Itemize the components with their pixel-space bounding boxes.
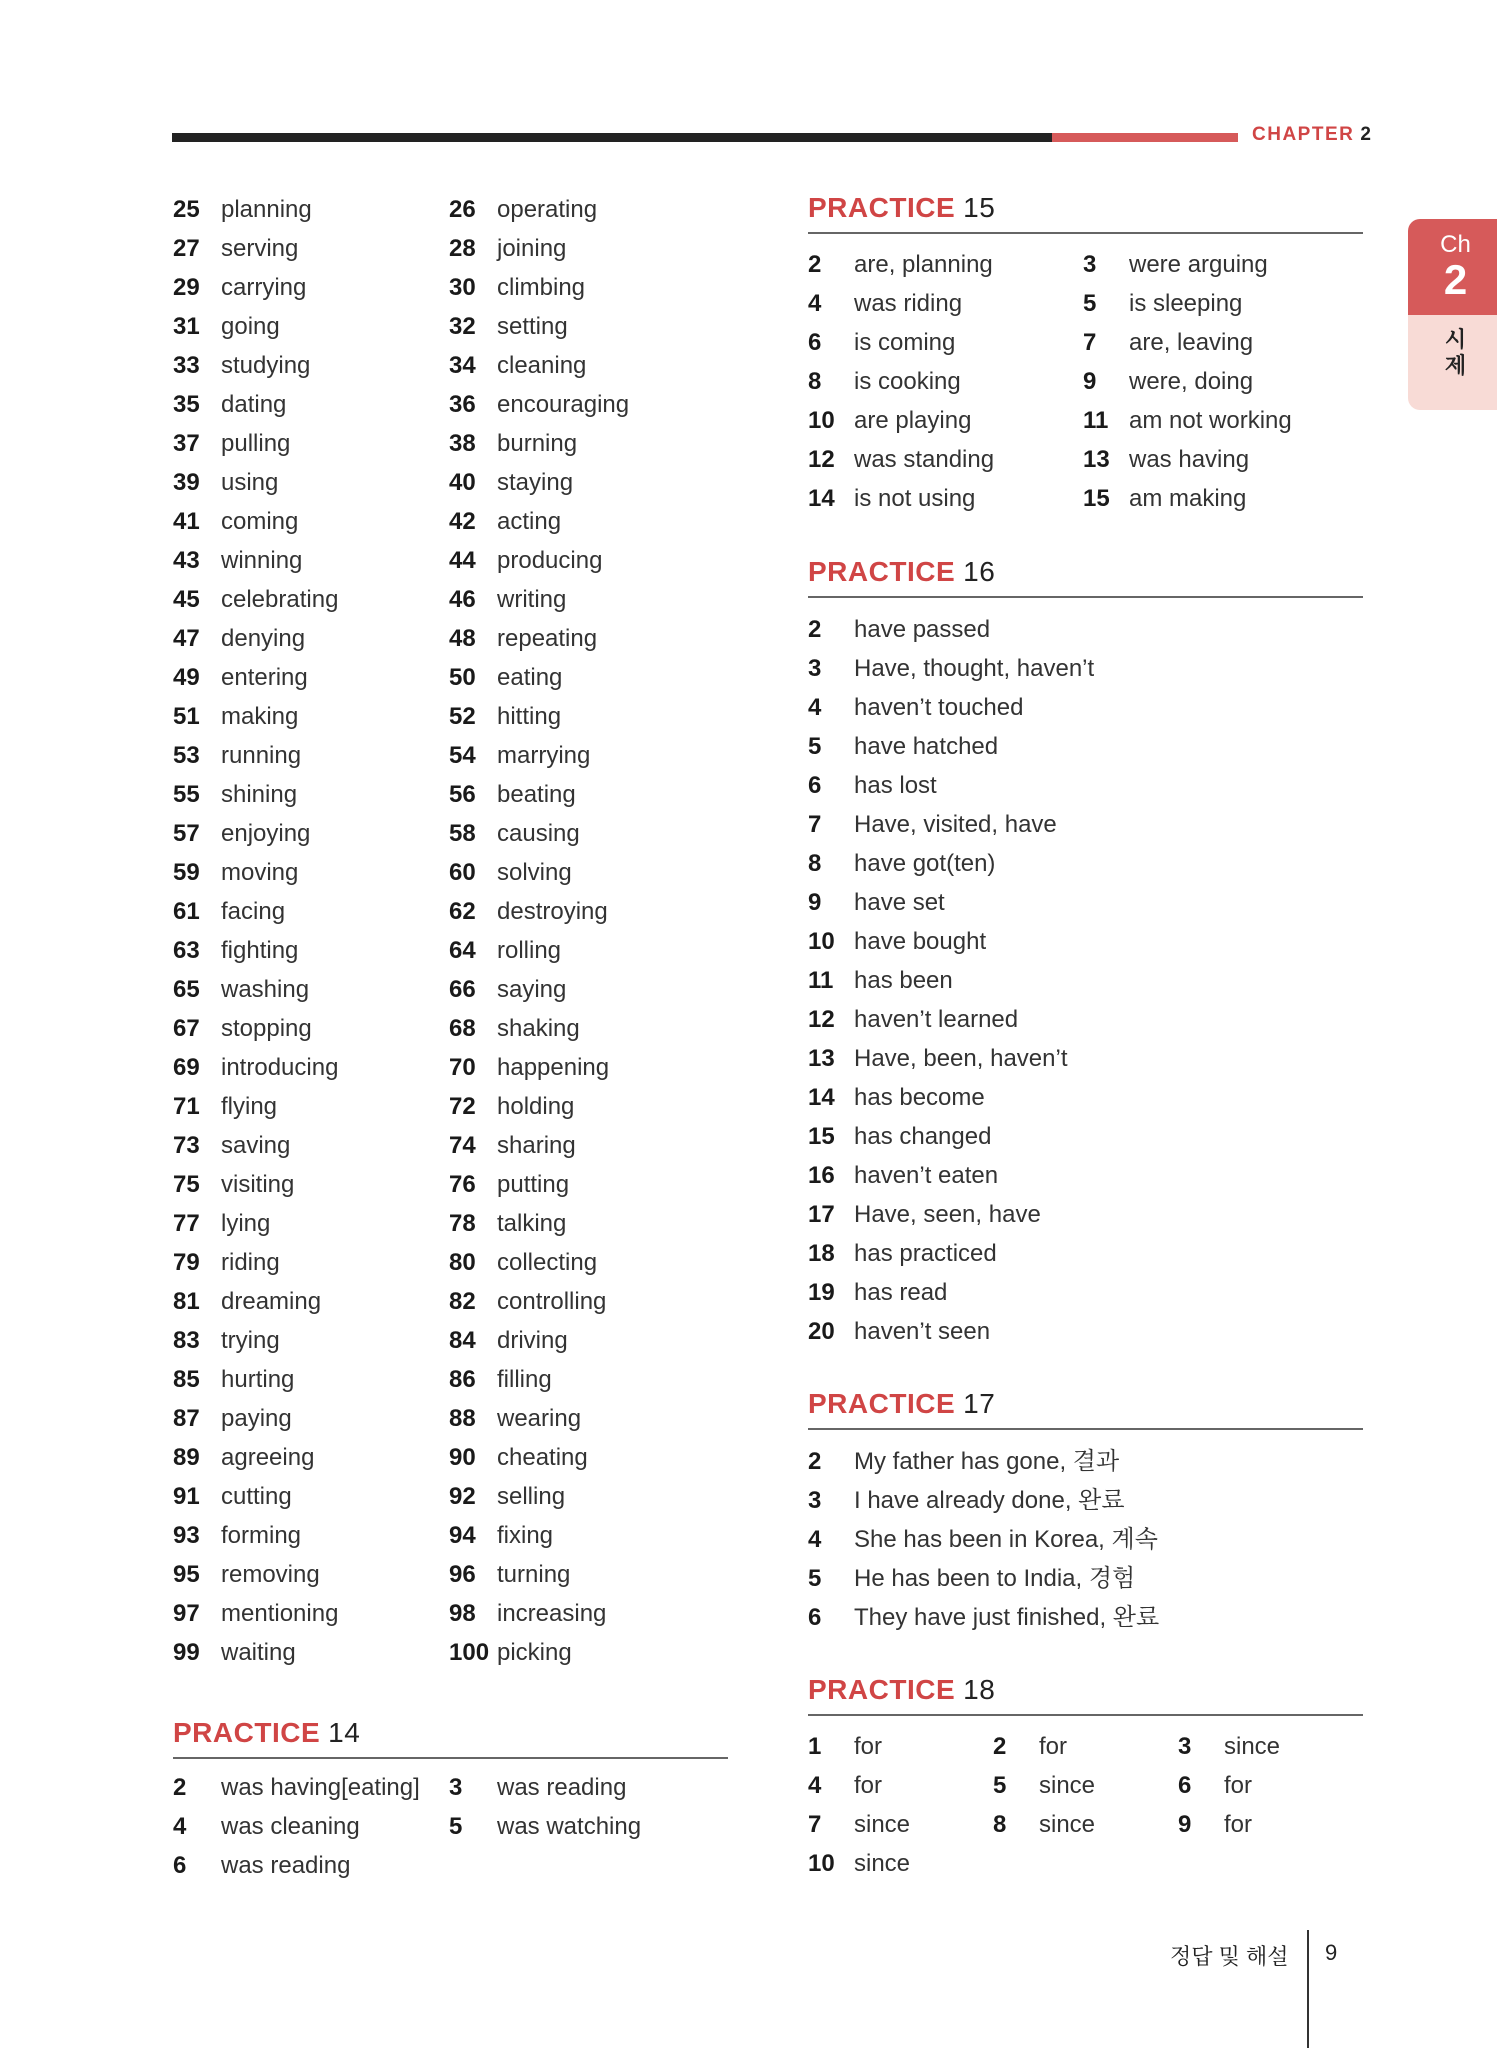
answer-text: marrying xyxy=(497,742,591,769)
practice-divider xyxy=(808,232,1363,234)
answer-number: 51 xyxy=(173,703,200,730)
answer-text: shining xyxy=(221,781,298,808)
answer-text: forming xyxy=(221,1522,302,1549)
answer-number: 81 xyxy=(173,1288,200,1315)
answer-text: waiting xyxy=(221,1639,296,1666)
answer-text: is not using xyxy=(854,485,976,512)
answer-number: 10 xyxy=(808,1850,835,1877)
answer-text: Have, been, haven’t xyxy=(854,1045,1068,1072)
answer-number: 7 xyxy=(808,1811,822,1838)
answer-text: My father has gone, 결과 xyxy=(854,1448,1120,1475)
answer-text: enjoying xyxy=(221,820,311,847)
answer-number: 5 xyxy=(449,1813,463,1840)
answer-number: 35 xyxy=(173,391,200,418)
answer-text: since xyxy=(1039,1772,1096,1799)
practice-divider xyxy=(173,1757,728,1759)
answer-text: hurting xyxy=(221,1366,295,1393)
answer-text: wearing xyxy=(497,1405,582,1432)
answer-text: are playing xyxy=(854,407,972,434)
answer-text: haven’t learned xyxy=(854,1006,1019,1033)
answer-number: 43 xyxy=(173,547,200,574)
answer-text: washing xyxy=(221,976,310,1003)
answer-number: 80 xyxy=(449,1249,476,1276)
answer-number: 60 xyxy=(449,859,476,886)
answer-text: has read xyxy=(854,1279,948,1306)
answer-text: have bought xyxy=(854,928,987,955)
answer-text: shaking xyxy=(497,1015,580,1042)
answer-text: were arguing xyxy=(1129,251,1268,278)
answer-number: 44 xyxy=(449,547,476,574)
answer-text: talking xyxy=(497,1210,567,1237)
answer-text: Have, seen, have xyxy=(854,1201,1041,1228)
answer-number: 74 xyxy=(449,1132,476,1159)
answer-number: 31 xyxy=(173,313,200,340)
answer-number: 85 xyxy=(173,1366,200,1393)
answer-number: 63 xyxy=(173,937,200,964)
answer-text: since xyxy=(854,1850,911,1877)
answer-text: paying xyxy=(221,1405,292,1432)
answer-text: filling xyxy=(497,1366,552,1393)
answer-text: entering xyxy=(221,664,308,691)
answer-text: eating xyxy=(497,664,563,691)
answer-number: 2 xyxy=(808,1448,822,1475)
answer-text: setting xyxy=(497,313,568,340)
answer-number: 7 xyxy=(808,811,822,838)
answer-number: 10 xyxy=(808,928,835,955)
practice-divider xyxy=(808,1428,1363,1430)
answer-number: 83 xyxy=(173,1327,200,1354)
answer-text: visiting xyxy=(221,1171,295,1198)
answer-number: 15 xyxy=(808,1123,835,1150)
answer-number: 19 xyxy=(808,1279,835,1306)
answer-text: denying xyxy=(221,625,306,652)
practice-heading: PRACTICE 17 xyxy=(808,1388,996,1419)
answer-number: 26 xyxy=(449,196,476,223)
chapter-tab[interactable] xyxy=(1408,219,1497,410)
answer-text: repeating xyxy=(497,625,598,652)
answer-text: has lost xyxy=(854,772,937,799)
answer-number: 4 xyxy=(808,1526,822,1553)
answer-number: 11 xyxy=(808,967,834,994)
answer-number: 97 xyxy=(173,1600,200,1627)
answer-number: 34 xyxy=(449,352,476,379)
answer-number: 15 xyxy=(1083,485,1110,512)
answer-text: cleaning xyxy=(497,352,587,379)
answer-number: 13 xyxy=(1083,446,1110,473)
answer-text: cutting xyxy=(221,1483,292,1510)
answer-number: 3 xyxy=(1178,1733,1192,1760)
answer-number: 99 xyxy=(173,1639,200,1666)
answer-text: were, doing xyxy=(1129,368,1254,395)
answer-number: 84 xyxy=(449,1327,476,1354)
answer-number: 25 xyxy=(173,196,200,223)
footer-divider xyxy=(1307,1930,1309,2048)
answer-text: burning xyxy=(497,430,578,457)
answer-number: 42 xyxy=(449,508,476,535)
answer-text: causing xyxy=(497,820,580,847)
answer-number: 11 xyxy=(1083,407,1109,434)
answer-text: saying xyxy=(497,976,567,1003)
answer-text: pulling xyxy=(221,430,291,457)
answer-number: 88 xyxy=(449,1405,476,1432)
answer-text: coming xyxy=(221,508,299,535)
answer-text: are, leaving xyxy=(1129,329,1254,356)
answer-text: serving xyxy=(221,235,299,262)
answer-number: 5 xyxy=(993,1772,1007,1799)
answer-text: was having xyxy=(1129,446,1250,473)
answer-text: trying xyxy=(221,1327,280,1354)
answer-text: writing xyxy=(497,586,567,613)
answer-text: was riding xyxy=(854,290,963,317)
answer-number: 3 xyxy=(449,1774,463,1801)
answer-text: solving xyxy=(497,859,572,886)
answer-text: has become xyxy=(854,1084,985,1111)
practice-divider xyxy=(808,596,1363,598)
answer-text: mentioning xyxy=(221,1600,339,1627)
answer-number: 89 xyxy=(173,1444,200,1471)
answer-text: has practiced xyxy=(854,1240,997,1267)
answer-text: beating xyxy=(497,781,576,808)
answer-text: turning xyxy=(497,1561,571,1588)
answer-text: Have, thought, haven’t xyxy=(854,655,1095,682)
chapter-tab-number-block xyxy=(1408,219,1497,315)
answer-number: 57 xyxy=(173,820,200,847)
answer-text: increasing xyxy=(497,1600,607,1627)
answer-text: using xyxy=(221,469,279,496)
answer-number: 48 xyxy=(449,625,476,652)
answer-text: was standing xyxy=(854,446,995,473)
answer-number: 65 xyxy=(173,976,200,1003)
answer-number: 58 xyxy=(449,820,476,847)
answer-text: destroying xyxy=(497,898,608,925)
chapter-tab-number: 2 xyxy=(1443,256,1468,303)
answer-number: 6 xyxy=(1178,1772,1192,1799)
answer-number: 72 xyxy=(449,1093,476,1120)
chapter-label: CHAPTER 2 xyxy=(1252,124,1373,145)
answer-text: has been xyxy=(854,967,953,994)
answer-number: 61 xyxy=(173,898,200,925)
answer-number: 12 xyxy=(808,446,835,473)
answer-number: 79 xyxy=(173,1249,200,1276)
answer-number: 14 xyxy=(808,1084,835,1111)
answer-number: 6 xyxy=(808,772,822,799)
answer-number: 100 xyxy=(449,1639,490,1666)
answer-text: are, planning xyxy=(854,251,993,278)
answer-text: since xyxy=(854,1811,911,1838)
answer-text: was reading xyxy=(221,1852,351,1879)
answer-number: 13 xyxy=(808,1045,835,1072)
answer-text: saving xyxy=(221,1132,291,1159)
footer-title: 정답 및 해설 xyxy=(1170,1944,1289,1969)
answer-number: 41 xyxy=(173,508,200,535)
answer-number: 6 xyxy=(808,1604,822,1631)
answer-number: 36 xyxy=(449,391,476,418)
answer-text: was watching xyxy=(497,1813,642,1840)
answer-text: have got(ten) xyxy=(854,850,996,877)
answer-text: have passed xyxy=(854,616,991,643)
practice-heading: PRACTICE 14 xyxy=(173,1717,361,1748)
answer-number: 52 xyxy=(449,703,476,730)
answer-number: 82 xyxy=(449,1288,476,1315)
answer-text: climbing xyxy=(497,274,586,301)
answer-text: acting xyxy=(497,508,562,535)
answer-number: 5 xyxy=(808,1565,822,1592)
answer-number: 27 xyxy=(173,235,200,262)
answer-text: They have just finished, 완료 xyxy=(854,1604,1160,1631)
answer-text: winning xyxy=(221,547,303,574)
answer-number: 8 xyxy=(993,1811,1007,1838)
answer-text: studying xyxy=(221,352,311,379)
answer-text: lying xyxy=(221,1210,271,1237)
answer-text: dreaming xyxy=(221,1288,322,1315)
answer-number: 9 xyxy=(808,889,822,916)
answer-text: for xyxy=(1039,1733,1068,1760)
answer-number: 6 xyxy=(173,1852,187,1879)
answer-number: 86 xyxy=(449,1366,476,1393)
answer-text: agreeing xyxy=(221,1444,315,1471)
answer-text: for xyxy=(1224,1772,1253,1799)
answer-number: 7 xyxy=(1083,329,1097,356)
answer-number: 98 xyxy=(449,1600,476,1627)
answer-text: happening xyxy=(497,1054,610,1081)
answer-number: 94 xyxy=(449,1522,476,1549)
chapter-tab-ch: Ch xyxy=(1440,231,1471,258)
answer-text: is coming xyxy=(854,329,956,356)
answer-number: 3 xyxy=(1083,251,1097,278)
answer-number: 75 xyxy=(173,1171,200,1198)
answer-number: 66 xyxy=(449,976,476,1003)
answer-number: 3 xyxy=(808,655,822,682)
answer-number: 32 xyxy=(449,313,476,340)
answer-number: 45 xyxy=(173,586,200,613)
answer-number: 78 xyxy=(449,1210,476,1237)
answer-text: running xyxy=(221,742,302,769)
chapter-tab-topic-line1: 시 xyxy=(1444,327,1467,352)
practice-heading: PRACTICE 16 xyxy=(808,556,996,587)
answer-number: 29 xyxy=(173,274,200,301)
answer-number: 9 xyxy=(1178,1811,1192,1838)
practice-divider xyxy=(808,1714,1363,1716)
answer-number: 39 xyxy=(173,469,200,496)
answer-text: has changed xyxy=(854,1123,992,1150)
chapter-tab-topic xyxy=(1408,315,1497,410)
answer-number: 91 xyxy=(173,1483,200,1510)
answer-text: is cooking xyxy=(854,368,961,395)
answer-text: flying xyxy=(221,1093,278,1120)
answer-text: moving xyxy=(221,859,299,886)
answer-text: have hatched xyxy=(854,733,999,760)
answer-number: 87 xyxy=(173,1405,200,1432)
answer-text: joining xyxy=(497,235,567,262)
header-bar-dark xyxy=(172,133,1052,142)
answer-text: going xyxy=(221,313,280,340)
answer-text: carrying xyxy=(221,274,307,301)
answer-number: 33 xyxy=(173,352,200,379)
answer-number: 8 xyxy=(808,368,822,395)
answer-text: removing xyxy=(221,1561,320,1588)
answer-number: 73 xyxy=(173,1132,200,1159)
answer-text: putting xyxy=(497,1171,570,1198)
answer-number: 69 xyxy=(173,1054,200,1081)
header-bar-accent xyxy=(1052,133,1238,142)
answer-text: introducing xyxy=(221,1054,339,1081)
answer-text: for xyxy=(854,1733,883,1760)
answer-number: 4 xyxy=(173,1813,187,1840)
answer-number: 62 xyxy=(449,898,476,925)
answer-text: is sleeping xyxy=(1129,290,1243,317)
answer-text: planning xyxy=(221,196,312,223)
answer-number: 16 xyxy=(808,1162,835,1189)
answer-text: dating xyxy=(221,391,287,418)
answer-number: 2 xyxy=(808,251,822,278)
answer-text: controlling xyxy=(497,1288,607,1315)
answer-text: staying xyxy=(497,469,574,496)
practice-heading: PRACTICE 15 xyxy=(808,192,996,223)
answer-number: 14 xyxy=(808,485,835,512)
answer-number: 9 xyxy=(1083,368,1097,395)
answer-number: 90 xyxy=(449,1444,476,1471)
answer-number: 70 xyxy=(449,1054,476,1081)
answer-number: 68 xyxy=(449,1015,476,1042)
answer-text: haven’t touched xyxy=(854,694,1024,721)
answer-text: am not working xyxy=(1129,407,1292,434)
answer-text: I have already done, 완료 xyxy=(854,1487,1125,1514)
answer-text: for xyxy=(854,1772,883,1799)
answer-number: 76 xyxy=(449,1171,476,1198)
answer-text: She has been in Korea, 계속 xyxy=(854,1526,1158,1553)
answer-text: holding xyxy=(497,1093,575,1120)
answer-number: 6 xyxy=(808,329,822,356)
answer-text: facing xyxy=(221,898,286,925)
answer-text: fixing xyxy=(497,1522,554,1549)
answer-number: 12 xyxy=(808,1006,835,1033)
answer-number: 2 xyxy=(808,616,822,643)
answer-text: driving xyxy=(497,1327,568,1354)
answer-number: 30 xyxy=(449,274,476,301)
answer-number: 64 xyxy=(449,937,476,964)
answer-number: 4 xyxy=(808,1772,822,1799)
answer-number: 20 xyxy=(808,1318,835,1345)
answer-number: 2 xyxy=(993,1733,1007,1760)
answer-number: 53 xyxy=(173,742,200,769)
answer-text: producing xyxy=(497,547,603,574)
answer-number: 77 xyxy=(173,1210,200,1237)
chapter-tab-topic-line2: 제 xyxy=(1444,353,1467,378)
answer-number: 95 xyxy=(173,1561,200,1588)
answer-number: 18 xyxy=(808,1240,835,1267)
answer-text: am making xyxy=(1129,485,1247,512)
page-number: 9 xyxy=(1325,1940,1338,1965)
answer-number: 3 xyxy=(808,1487,822,1514)
answer-number: 49 xyxy=(173,664,200,691)
answer-text: riding xyxy=(221,1249,280,1276)
answer-number: 96 xyxy=(449,1561,476,1588)
answer-number: 54 xyxy=(449,742,476,769)
answer-text: hitting xyxy=(497,703,562,730)
practice-heading: PRACTICE 18 xyxy=(808,1674,996,1705)
answer-number: 5 xyxy=(1083,290,1097,317)
answer-number: 10 xyxy=(808,407,835,434)
answer-number: 56 xyxy=(449,781,476,808)
answer-number: 40 xyxy=(449,469,476,496)
answer-text: selling xyxy=(497,1483,566,1510)
answer-text: rolling xyxy=(497,937,562,964)
answer-text: stopping xyxy=(221,1015,312,1042)
answer-number: 55 xyxy=(173,781,200,808)
answer-number: 67 xyxy=(173,1015,200,1042)
answer-text: for xyxy=(1224,1811,1253,1838)
answer-number: 5 xyxy=(808,733,822,760)
answer-text: collecting xyxy=(497,1249,598,1276)
answer-number: 1 xyxy=(808,1733,822,1760)
answer-number: 28 xyxy=(449,235,476,262)
answer-text: was having[eating] xyxy=(221,1774,420,1801)
answer-text: haven’t eaten xyxy=(854,1162,999,1189)
answer-number: 46 xyxy=(449,586,476,613)
answer-number: 17 xyxy=(808,1201,835,1228)
answer-number: 47 xyxy=(173,625,200,652)
answer-number: 37 xyxy=(173,430,200,457)
answer-number: 93 xyxy=(173,1522,200,1549)
answer-text: sharing xyxy=(497,1132,576,1159)
answer-text: since xyxy=(1224,1733,1281,1760)
answer-number: 59 xyxy=(173,859,200,886)
answer-number: 38 xyxy=(449,430,476,457)
answer-text: picking xyxy=(497,1639,572,1666)
answer-text: cheating xyxy=(497,1444,588,1471)
answer-text: was reading xyxy=(497,1774,627,1801)
answer-text: encouraging xyxy=(497,391,630,418)
answer-text: making xyxy=(221,703,299,730)
answer-number: 71 xyxy=(173,1093,200,1120)
answer-text: fighting xyxy=(221,937,299,964)
answer-text: Have, visited, have xyxy=(854,811,1057,838)
answer-text: have set xyxy=(854,889,945,916)
answer-text: He has been to India, 경험 xyxy=(854,1565,1136,1592)
answer-text: celebrating xyxy=(221,586,339,613)
answer-number: 8 xyxy=(808,850,822,877)
answer-number: 92 xyxy=(449,1483,476,1510)
answer-number: 2 xyxy=(173,1774,187,1801)
answer-text: haven’t seen xyxy=(854,1318,991,1345)
answer-text: operating xyxy=(497,196,598,223)
answer-number: 50 xyxy=(449,664,476,691)
answer-number: 4 xyxy=(808,694,822,721)
answer-text: was cleaning xyxy=(221,1813,360,1840)
answer-number: 4 xyxy=(808,290,822,317)
answer-text: since xyxy=(1039,1811,1096,1838)
